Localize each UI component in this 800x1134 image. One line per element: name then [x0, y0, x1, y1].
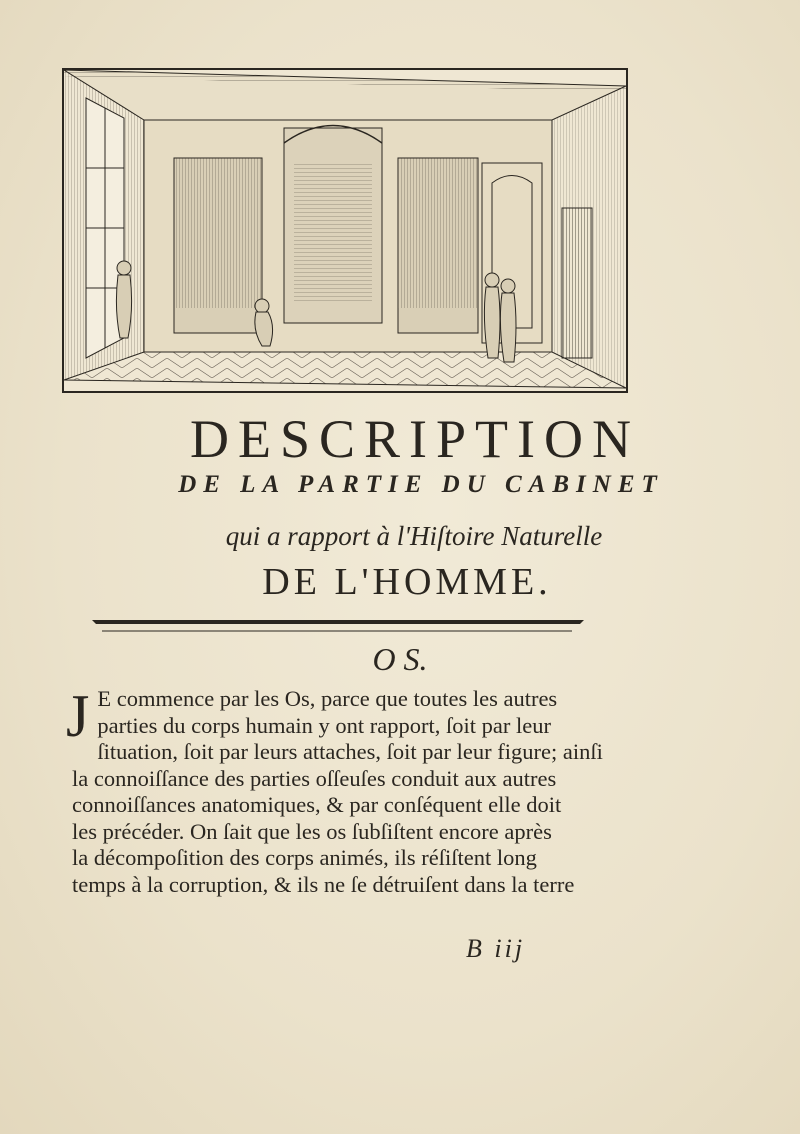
page-title: DESCRIPTION: [189, 409, 641, 469]
subtitle-line-3: DE L'HOMME.: [262, 561, 552, 603]
section-heading: O S.: [372, 641, 428, 677]
cabinet-interior-engraving: [62, 68, 628, 393]
ornamental-rule: [92, 615, 584, 639]
subtitle-line-2: qui a rapport à l'Hiſtoire Naturelle: [225, 521, 603, 551]
body-line: temps à la corruption, & ils ne ſe détruiſent dans la terre: [72, 871, 575, 897]
drop-cap: J: [66, 683, 90, 749]
body-line: E commence par les Os, parce que toutes les autres: [97, 686, 558, 711]
body-line: les précéder. On ſait que les os ſubſiſtent encore après: [72, 818, 552, 844]
body-line: la connoiſſance des parties oſſeuſes conduit aux autres: [72, 765, 557, 791]
body-paragraph: [66, 683, 603, 898]
body-line: connoiſſances anatomiques, & par conſéquent elle doit: [72, 792, 562, 817]
body-line: parties du corps humain y ont rapport, ſoit par leur: [97, 712, 551, 738]
body-line: la décompoſition des corps animés, ils réſiſtent long: [72, 845, 537, 870]
subtitle-line-1: DE LA PARTIE DU CABINET: [178, 471, 664, 498]
body-line: ſituation, ſoit par leurs attaches, ſoit par leur figure; ainſi: [97, 739, 603, 764]
folio-signature: B iij: [466, 934, 526, 963]
